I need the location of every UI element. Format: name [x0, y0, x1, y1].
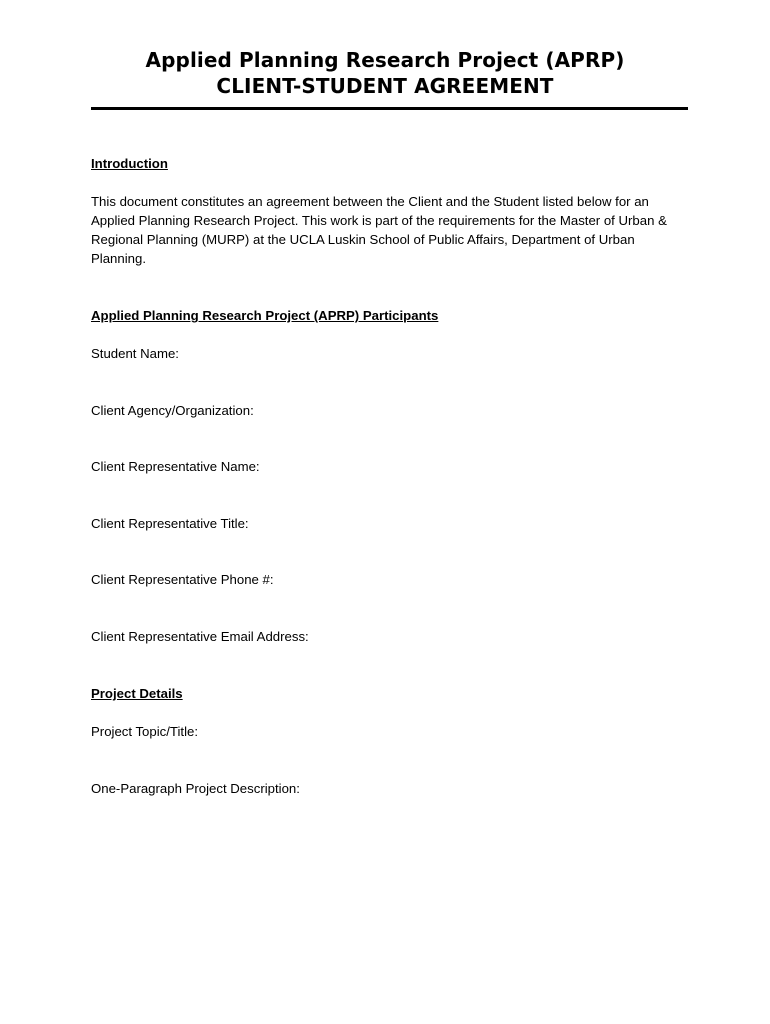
participants-heading	[91, 306, 681, 325]
document-title	[0, 47, 770, 99]
client-rep-title-field: Client Representative Title:	[91, 516, 249, 531]
client-rep-phone-field: Client Representative Phone #:	[91, 572, 274, 587]
project-description-field: One-Paragraph Project Description:	[91, 781, 300, 796]
document-title-line-1: Applied Planning Research Project (APRP)	[145, 48, 625, 72]
participants-heading-text: Applied Planning Research Project (APRP) Participants	[91, 308, 439, 323]
project-topic-field: Project Topic/Title:	[91, 724, 199, 739]
introduction-heading	[91, 154, 681, 173]
project-details-heading-text: Project Details	[91, 686, 183, 701]
document-title-line-2: CLIENT-STUDENT AGREEMENT	[216, 74, 554, 98]
introduction-body	[91, 192, 681, 268]
client-agency-field: Client Agency/Organization:	[91, 403, 254, 418]
introduction-heading-text: Introduction	[91, 156, 168, 171]
title-divider	[91, 107, 688, 110]
student-name-field: Student Name:	[91, 346, 179, 361]
project-details-heading	[91, 684, 681, 703]
client-rep-name-field: Client Representative Name:	[91, 459, 260, 474]
client-rep-email-field: Client Representative Email Address:	[91, 629, 309, 644]
introduction-paragraph: This document constitutes an agreement between the Client and the Student listed below for an Applied Planning Research Project. This work is part of the requirements for the Master of Urban & Regional Planning (MURP) at the UCLA Luskin School of Public Affairs, Department of Urban Planning.	[91, 194, 667, 266]
